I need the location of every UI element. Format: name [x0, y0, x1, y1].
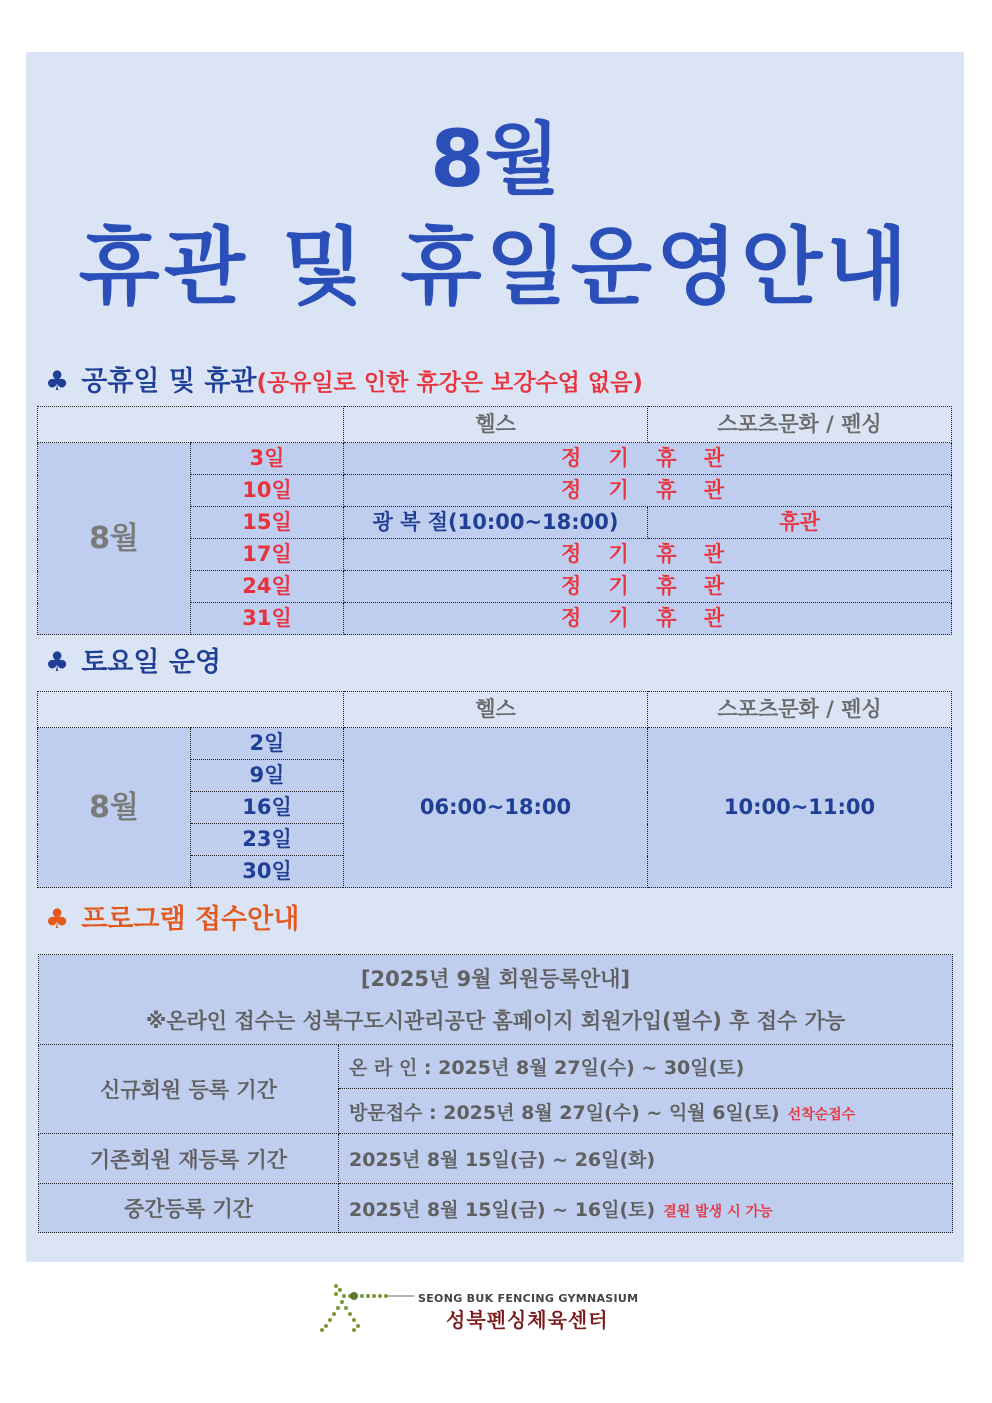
status-cell: 정 기 휴 관 [344, 603, 952, 635]
mid-registration-cell [339, 1184, 953, 1233]
footer-english-name: SEONG BUK FENCING GYMNASIUM [418, 1292, 639, 1305]
existing-member-label: 기존회원 재등록 기간 [39, 1134, 339, 1184]
new-online-period: 온 라 인 : 2025년 8월 27일(수) ~ 30일(토) [339, 1045, 953, 1089]
day-cell: 9일 [191, 760, 344, 792]
day-cell: 23일 [191, 824, 344, 856]
status-cell: 정 기 휴 관 [344, 475, 952, 507]
page-title: 휴관 및 휴일운영안내 [78, 218, 912, 316]
header-health: 헬스 [344, 692, 648, 728]
registration-header-cell [39, 955, 953, 1045]
holiday-table [37, 406, 952, 635]
header-sports: 스포츠문화 / 펜싱 [648, 692, 952, 728]
day-cell: 17일 [191, 539, 344, 571]
section-holidays-heading [45, 362, 643, 403]
header-health: 헬스 [344, 407, 648, 443]
club-icon: ♣ [45, 647, 70, 678]
holiday-sports-cell: 휴관 [648, 507, 952, 539]
day-cell: 16일 [191, 792, 344, 824]
new-visit-cell [339, 1089, 953, 1134]
club-icon: ♣ [45, 904, 70, 935]
section-title: 프로그램 접수안내 [81, 904, 300, 935]
status-cell: 정 기 휴 관 [344, 571, 952, 603]
day-cell: 30일 [191, 856, 344, 888]
day-cell: 15일 [191, 507, 344, 539]
header-blank [38, 692, 344, 728]
section-saturday-heading [45, 643, 221, 683]
club-icon: ♣ [45, 366, 70, 397]
health-hours-cell: 06:00~18:00 [344, 728, 648, 888]
holiday-health-cell: 광 복 절(10:00~18:00) [344, 507, 648, 539]
footer-logo [318, 1282, 678, 1334]
footer-korean-name: 성북펜싱체육센터 [446, 1308, 609, 1332]
day-cell: 31일 [191, 603, 344, 635]
header-sports: 스포츠문화 / 펜싱 [648, 407, 952, 443]
month-cell: 8월 [38, 443, 191, 635]
mid-registration-label: 중간등록 기간 [39, 1184, 339, 1233]
day-cell: 10일 [191, 475, 344, 507]
month-cell: 8월 [38, 728, 191, 888]
section-title: 토요일 운영 [81, 647, 222, 678]
new-visit-period: 방문접수 : 2025년 8월 27일(수) ~ 익월 6일(토) [349, 1101, 780, 1124]
section-note: (공유일로 인한 휴강은 보강수업 없음) [256, 370, 643, 396]
day-cell: 3일 [191, 443, 344, 475]
registration-note: ※온라인 접수는 성북구도시관리공단 홈페이지 회원가입(필수) 후 접수 가능 [145, 1008, 846, 1033]
status-cell: 정 기 휴 관 [344, 539, 952, 571]
existing-member-period: 2025년 8월 15일(금) ~ 26일(화) [339, 1134, 953, 1184]
header-blank [38, 407, 344, 443]
sports-hours-cell: 10:00~11:00 [648, 728, 952, 888]
registration-table [38, 954, 953, 1233]
status-cell: 정 기 휴 관 [344, 443, 952, 475]
new-member-label: 신규회원 등록 기간 [39, 1045, 339, 1134]
saturday-table [37, 691, 952, 888]
vacancy-note: 결원 발생 시 가능 [663, 1203, 773, 1220]
mid-registration-period: 2025년 8월 15일(금) ~ 16일(토) [349, 1198, 656, 1221]
day-cell: 2일 [191, 728, 344, 760]
registration-title: [2025년 9월 회원등록안내] [360, 966, 631, 991]
day-cell: 24일 [191, 571, 344, 603]
fencer-logo-icon [318, 1282, 418, 1334]
section-program-heading [45, 900, 299, 940]
page-title-month: 8월 [430, 115, 560, 205]
first-come-note: 선착순접수 [787, 1106, 856, 1123]
section-title: 공휴일 및 휴관 [81, 366, 257, 397]
